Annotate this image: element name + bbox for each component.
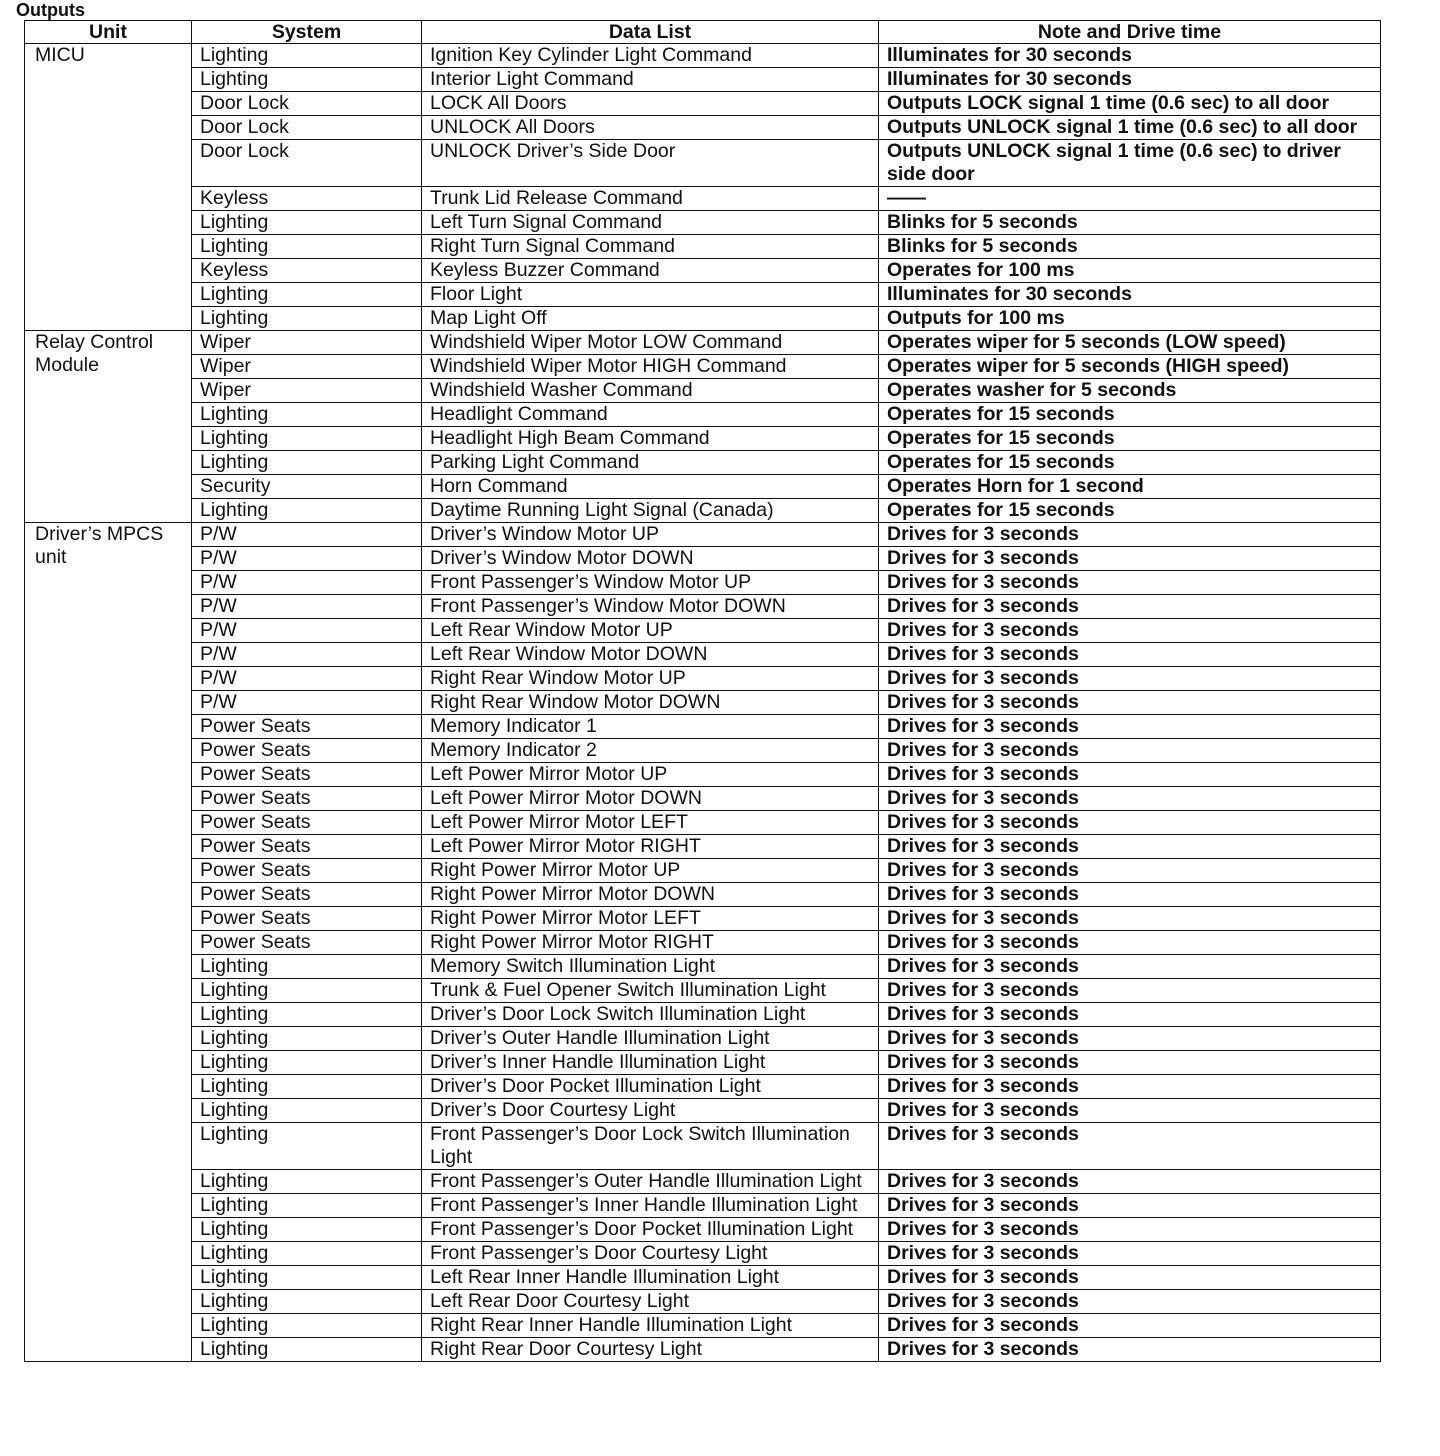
data-list-cell: Front Passenger’s Door Courtesy Light [422,1242,879,1266]
note-cell: Drives for 3 seconds [879,955,1381,979]
note-cell: Drives for 3 seconds [879,907,1381,931]
system-cell: Power Seats [192,763,422,787]
note-cell: Drives for 3 seconds [879,1194,1381,1218]
note-cell: Outputs UNLOCK signal 1 time (0.6 sec) to driver side door [879,140,1381,187]
system-cell: Lighting [192,1075,422,1099]
table-row [25,379,1381,403]
note-cell: Drives for 3 seconds [879,1338,1381,1362]
table-row [25,1027,1381,1051]
system-cell: P/W [192,523,422,547]
system-cell: Power Seats [192,811,422,835]
system-cell: P/W [192,643,422,667]
system-cell: Lighting [192,1314,422,1338]
table-row [25,283,1381,307]
table-row [25,211,1381,235]
table-row [25,715,1381,739]
system-cell: Power Seats [192,931,422,955]
table-row [25,1338,1381,1362]
note-cell: Blinks for 5 seconds [879,235,1381,259]
note-cell: Operates for 15 seconds [879,451,1381,475]
table-row [25,643,1381,667]
system-cell: Lighting [192,1242,422,1266]
data-list-cell: Interior Light Command [422,68,879,92]
unit-cell: Driver’s MPCS unit [25,523,192,1362]
note-cell: Drives for 3 seconds [879,667,1381,691]
column-header-unit: Unit [25,21,192,44]
note-cell: Drives for 3 seconds [879,1027,1381,1051]
table-header [25,21,1381,44]
system-cell: Lighting [192,44,422,68]
system-cell: Lighting [192,979,422,1003]
data-list-cell: Trunk Lid Release Command [422,187,879,211]
table-row [25,475,1381,499]
note-cell: Drives for 3 seconds [879,1099,1381,1123]
outputs-table [24,20,1381,1362]
table-row [25,883,1381,907]
note-cell: —— [879,187,1381,211]
data-list-cell: Right Power Mirror Motor UP [422,859,879,883]
data-list-cell: Windshield Wiper Motor HIGH Command [422,355,879,379]
system-cell: Door Lock [192,92,422,116]
table-row [25,931,1381,955]
data-list-cell: Right Rear Door Courtesy Light [422,1338,879,1362]
note-cell: Drives for 3 seconds [879,739,1381,763]
header-row [25,21,1381,44]
table-row [25,1051,1381,1075]
data-list-cell: Windshield Wiper Motor LOW Command [422,331,879,355]
table-row [25,1218,1381,1242]
system-cell: Lighting [192,1194,422,1218]
system-cell: Lighting [192,307,422,331]
table-row [25,259,1381,283]
data-list-cell: Horn Command [422,475,879,499]
note-cell: Outputs UNLOCK signal 1 time (0.6 sec) to all door [879,116,1381,140]
data-list-cell: Front Passenger’s Inner Handle Illumination Light [422,1194,879,1218]
system-cell: Lighting [192,1027,422,1051]
system-cell: P/W [192,595,422,619]
data-list-cell: Left Rear Window Motor DOWN [422,643,879,667]
note-cell: Drives for 3 seconds [879,1051,1381,1075]
page-title: Outputs [16,0,85,20]
note-cell: Operates for 15 seconds [879,499,1381,523]
table-row [25,1266,1381,1290]
data-list-cell: Floor Light [422,283,879,307]
note-cell: Drives for 3 seconds [879,835,1381,859]
data-list-cell: Driver’s Outer Handle Illumination Light [422,1027,879,1051]
table-row [25,667,1381,691]
note-cell: Drives for 3 seconds [879,547,1381,571]
note-cell: Drives for 3 seconds [879,979,1381,1003]
table-row [25,595,1381,619]
table-body [25,44,1381,1362]
data-list-cell: Left Turn Signal Command [422,211,879,235]
system-cell: Power Seats [192,835,422,859]
note-cell: Drives for 3 seconds [879,1075,1381,1099]
system-cell: Power Seats [192,739,422,763]
data-list-cell: Driver’s Window Motor DOWN [422,547,879,571]
table-row [25,1099,1381,1123]
data-list-cell: Left Rear Door Courtesy Light [422,1290,879,1314]
note-cell: Drives for 3 seconds [879,931,1381,955]
note-cell: Operates washer for 5 seconds [879,379,1381,403]
system-cell: P/W [192,691,422,715]
data-list-cell: Driver’s Window Motor UP [422,523,879,547]
system-cell: P/W [192,547,422,571]
note-cell: Drives for 3 seconds [879,1314,1381,1338]
system-cell: Lighting [192,499,422,523]
system-cell: Lighting [192,427,422,451]
data-list-cell: Right Rear Inner Handle Illumination Light [422,1314,879,1338]
data-list-cell: Trunk & Fuel Opener Switch Illumination Light [422,979,879,1003]
table-row [25,451,1381,475]
data-list-cell: Windshield Washer Command [422,379,879,403]
system-cell: P/W [192,667,422,691]
data-list-cell: UNLOCK Driver’s Side Door [422,140,879,187]
table-row [25,235,1381,259]
note-cell: Drives for 3 seconds [879,1218,1381,1242]
table-row [25,44,1381,68]
system-cell: Security [192,475,422,499]
data-list-cell: Driver’s Door Courtesy Light [422,1099,879,1123]
table-row [25,691,1381,715]
system-cell: Lighting [192,1003,422,1027]
note-cell: Drives for 3 seconds [879,811,1381,835]
system-cell: Lighting [192,68,422,92]
data-list-cell: Left Rear Inner Handle Illumination Light [422,1266,879,1290]
system-cell: Lighting [192,403,422,427]
data-list-cell: Memory Indicator 1 [422,715,879,739]
note-cell: Drives for 3 seconds [879,691,1381,715]
data-list-cell: Daytime Running Light Signal (Canada) [422,499,879,523]
data-list-cell: Right Rear Window Motor UP [422,667,879,691]
note-cell: Illuminates for 30 seconds [879,283,1381,307]
system-cell: Wiper [192,355,422,379]
system-cell: Lighting [192,1338,422,1362]
table-row [25,403,1381,427]
data-list-cell: Front Passenger’s Door Pocket Illumination Light [422,1218,879,1242]
system-cell: P/W [192,571,422,595]
table-row [25,811,1381,835]
unit-cell: Relay Control Module [25,331,192,523]
system-cell: Lighting [192,235,422,259]
system-cell: Lighting [192,283,422,307]
table-row [25,739,1381,763]
column-header-system: System [192,21,422,44]
table-row [25,187,1381,211]
data-list-cell: Front Passenger’s Outer Handle Illumination Light [422,1170,879,1194]
note-cell: Drives for 3 seconds [879,715,1381,739]
table-row [25,1314,1381,1338]
table-row [25,1123,1381,1170]
note-cell: Drives for 3 seconds [879,883,1381,907]
data-list-cell: Right Rear Window Motor DOWN [422,691,879,715]
table-row [25,979,1381,1003]
note-cell: Drives for 3 seconds [879,619,1381,643]
system-cell: P/W [192,619,422,643]
system-cell: Lighting [192,211,422,235]
data-list-cell: Front Passenger’s Window Motor DOWN [422,595,879,619]
table-row [25,859,1381,883]
table-row [25,92,1381,116]
data-list-cell: Memory Indicator 2 [422,739,879,763]
table-row [25,331,1381,355]
note-cell: Drives for 3 seconds [879,523,1381,547]
data-list-cell: Headlight High Beam Command [422,427,879,451]
note-cell: Drives for 3 seconds [879,1170,1381,1194]
note-cell: Drives for 3 seconds [879,643,1381,667]
table-row [25,68,1381,92]
column-header-data-list: Data List [422,21,879,44]
system-cell: Lighting [192,1266,422,1290]
note-cell: Blinks for 5 seconds [879,211,1381,235]
data-list-cell: Left Rear Window Motor UP [422,619,879,643]
note-cell: Drives for 3 seconds [879,1266,1381,1290]
table-row [25,835,1381,859]
note-cell: Operates wiper for 5 seconds (HIGH speed) [879,355,1381,379]
column-header-note: Note and Drive time [879,21,1381,44]
table-row [25,427,1381,451]
system-cell: Wiper [192,379,422,403]
table-row [25,1194,1381,1218]
table-row [25,1075,1381,1099]
data-list-cell: Memory Switch Illumination Light [422,955,879,979]
data-list-cell: Right Power Mirror Motor DOWN [422,883,879,907]
system-cell: Lighting [192,1218,422,1242]
data-list-cell: Right Power Mirror Motor RIGHT [422,931,879,955]
table-row [25,523,1381,547]
system-cell: Wiper [192,331,422,355]
note-cell: Drives for 3 seconds [879,1242,1381,1266]
system-cell: Lighting [192,1099,422,1123]
data-list-cell: Right Power Mirror Motor LEFT [422,907,879,931]
system-cell: Door Lock [192,140,422,187]
system-cell: Power Seats [192,715,422,739]
data-list-cell: Headlight Command [422,403,879,427]
table-row [25,307,1381,331]
unit-cell: MICU [25,44,192,331]
table-row [25,787,1381,811]
note-cell: Drives for 3 seconds [879,595,1381,619]
system-cell: Lighting [192,955,422,979]
data-list-cell: Parking Light Command [422,451,879,475]
table-row [25,619,1381,643]
note-cell: Outputs LOCK signal 1 time (0.6 sec) to all door [879,92,1381,116]
note-cell: Drives for 3 seconds [879,859,1381,883]
note-cell: Operates wiper for 5 seconds (LOW speed) [879,331,1381,355]
note-cell: Outputs for 100 ms [879,307,1381,331]
note-cell: Operates for 100 ms [879,259,1381,283]
data-list-cell: LOCK All Doors [422,92,879,116]
system-cell: Door Lock [192,116,422,140]
table-row [25,140,1381,187]
table-row [25,571,1381,595]
note-cell: Drives for 3 seconds [879,763,1381,787]
system-cell: Lighting [192,1123,422,1170]
system-cell: Power Seats [192,883,422,907]
table-row [25,116,1381,140]
system-cell: Lighting [192,1051,422,1075]
table-row [25,1170,1381,1194]
data-list-cell: Left Power Mirror Motor UP [422,763,879,787]
system-cell: Keyless [192,259,422,283]
data-list-cell: Ignition Key Cylinder Light Command [422,44,879,68]
table-row [25,355,1381,379]
note-cell: Operates Horn for 1 second [879,475,1381,499]
data-list-cell: Driver’s Door Pocket Illumination Light [422,1075,879,1099]
system-cell: Power Seats [192,907,422,931]
system-cell: Lighting [192,451,422,475]
note-cell: Drives for 3 seconds [879,1123,1381,1170]
table-row [25,907,1381,931]
note-cell: Operates for 15 seconds [879,427,1381,451]
data-list-cell: Left Power Mirror Motor DOWN [422,787,879,811]
table-row [25,1290,1381,1314]
data-list-cell: Left Power Mirror Motor LEFT [422,811,879,835]
note-cell: Operates for 15 seconds [879,403,1381,427]
table-row [25,763,1381,787]
table-row [25,1003,1381,1027]
data-list-cell: Left Power Mirror Motor RIGHT [422,835,879,859]
system-cell: Power Seats [192,787,422,811]
note-cell: Drives for 3 seconds [879,787,1381,811]
table-row [25,955,1381,979]
table-row [25,547,1381,571]
data-list-cell: Right Turn Signal Command [422,235,879,259]
table-row [25,499,1381,523]
note-cell: Illuminates for 30 seconds [879,68,1381,92]
note-cell: Drives for 3 seconds [879,1290,1381,1314]
data-list-cell: UNLOCK All Doors [422,116,879,140]
note-cell: Illuminates for 30 seconds [879,44,1381,68]
system-cell: Power Seats [192,859,422,883]
data-list-cell: Front Passenger’s Door Lock Switch Illumination Light [422,1123,879,1170]
data-list-cell: Keyless Buzzer Command [422,259,879,283]
system-cell: Keyless [192,187,422,211]
system-cell: Lighting [192,1170,422,1194]
data-list-cell: Driver’s Door Lock Switch Illumination Light [422,1003,879,1027]
data-list-cell: Map Light Off [422,307,879,331]
data-list-cell: Driver’s Inner Handle Illumination Light [422,1051,879,1075]
note-cell: Drives for 3 seconds [879,571,1381,595]
table-row [25,1242,1381,1266]
note-cell: Drives for 3 seconds [879,1003,1381,1027]
system-cell: Lighting [192,1290,422,1314]
data-list-cell: Front Passenger’s Window Motor UP [422,571,879,595]
